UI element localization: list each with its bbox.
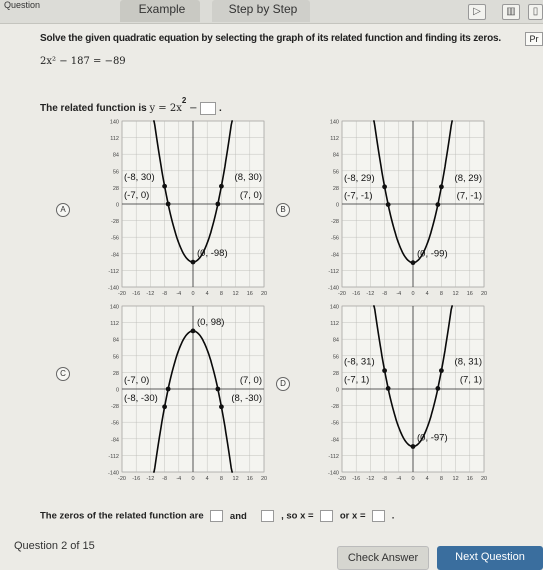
y-tick-label: 0 — [115, 387, 119, 394]
point-label: (-7, 0) — [124, 375, 150, 386]
y-tick-label: 84 — [332, 152, 339, 159]
point-label: (-7, -1) — [344, 190, 373, 202]
x-tick-label: -8 — [382, 291, 388, 297]
x-tick-label: -12 — [146, 291, 155, 297]
x-tick-label: -4 — [396, 476, 402, 482]
graph-a-svg — [98, 115, 268, 305]
data-point — [219, 404, 224, 409]
y-tick-label: -140 — [107, 285, 119, 292]
point-label: (7, 0) — [239, 375, 262, 386]
x-tick-label: 0 — [191, 476, 195, 482]
y-tick-label: 112 — [110, 136, 119, 143]
x-tick-label: -8 — [162, 476, 168, 482]
y-tick-label: -112 — [108, 268, 119, 275]
next-question-button[interactable]: Next Question — [437, 546, 543, 570]
related-function — [40, 96, 222, 115]
x-tick-label: -12 — [366, 476, 375, 482]
y-tick-label: -112 — [108, 453, 119, 460]
y-tick-label: 28 — [112, 370, 119, 377]
point-label: (8, -30) — [231, 392, 262, 404]
zeros-sentence — [40, 510, 394, 522]
option-d-radio[interactable]: D — [276, 377, 290, 391]
play-icon[interactable]: ▷ — [468, 4, 486, 20]
y-tick-label: -112 — [328, 268, 339, 275]
x-tick-label: 16 — [246, 476, 253, 482]
point-label: (0, 98) — [197, 316, 225, 328]
y-tick-label: 140 — [109, 119, 119, 126]
point-label: (7, 0) — [239, 190, 262, 201]
point-label: (0, -98) — [197, 248, 228, 260]
graph-option-b[interactable] — [318, 115, 488, 305]
x-tick-label: -16 — [352, 291, 361, 297]
x-tick-label: 12 — [232, 476, 239, 482]
x-tick-label: 0 — [411, 476, 415, 482]
y-tick-label: -84 — [331, 437, 339, 444]
side-tab[interactable]: Pr — [525, 32, 543, 46]
y-tick-label: 28 — [332, 370, 339, 377]
zeros-label: The zeros of the related function are — [40, 510, 204, 522]
graph-c-svg — [98, 300, 268, 490]
x-tick-label: 20 — [480, 291, 488, 297]
y-tick-label: -84 — [111, 437, 119, 444]
graph-option-c[interactable] — [98, 300, 268, 490]
x-tick-label: -16 — [132, 476, 141, 482]
y-tick-label: 84 — [112, 152, 119, 159]
related-exponent: 2 — [181, 96, 187, 105]
option-a-radio[interactable]: A — [56, 203, 70, 217]
y-tick-label: 84 — [112, 337, 119, 344]
data-point — [215, 387, 220, 392]
data-point — [435, 202, 440, 207]
point-label: (7, 1) — [459, 374, 482, 386]
x-tick-label: 20 — [480, 476, 488, 482]
equation: 2x² − 187 = −89 — [40, 56, 126, 67]
related-math-suffix: − — [189, 103, 198, 114]
data-point — [435, 386, 440, 391]
y-tick-label: -140 — [107, 470, 119, 477]
x-tick-label: 8 — [439, 476, 443, 482]
y-tick-label: -28 — [331, 404, 339, 411]
option-c-radio[interactable]: C — [56, 367, 70, 381]
data-point — [386, 386, 391, 391]
y-tick-label: 112 — [110, 321, 119, 328]
y-tick-label: 112 — [330, 136, 339, 143]
zeros-and: and — [229, 510, 247, 522]
document-icon[interactable]: ▯ — [528, 4, 543, 20]
y-tick-label: -28 — [331, 219, 339, 226]
y-tick-label: 0 — [335, 202, 339, 209]
y-tick-label: 112 — [330, 321, 339, 328]
zeros-end: . — [391, 510, 395, 522]
data-point — [191, 260, 196, 265]
x-tick-label: 20 — [260, 291, 268, 297]
x-tick-label: 12 — [452, 291, 459, 297]
y-tick-label: -56 — [111, 235, 119, 242]
x-tick-label: -12 — [366, 291, 375, 297]
x-tick-label: 4 — [425, 476, 429, 482]
book-icon[interactable]: ▥ — [502, 4, 520, 20]
zeros-x-eq-1: x = — [300, 510, 314, 522]
y-tick-label: -28 — [111, 404, 119, 411]
x-tick-label: -20 — [118, 291, 126, 297]
graph-option-d[interactable] — [318, 300, 488, 490]
x-tick-label: 8 — [439, 291, 443, 297]
zeros-or: or — [339, 510, 350, 522]
y-tick-label: -56 — [331, 235, 339, 242]
y-tick-label: -112 — [328, 453, 339, 460]
x-tick-label: -16 — [132, 291, 141, 297]
data-point — [162, 404, 167, 409]
y-tick-label: 56 — [332, 354, 339, 361]
tab-example[interactable]: Example — [120, 0, 200, 22]
point-label: (0, -99) — [417, 248, 448, 260]
data-point — [411, 444, 416, 449]
x-tick-label: -16 — [352, 476, 361, 482]
y-tick-label: 0 — [115, 202, 119, 209]
data-point — [166, 387, 171, 392]
zeros-so: , so — [281, 510, 298, 522]
x-tick-label: 0 — [191, 291, 195, 297]
y-tick-label: 84 — [332, 337, 339, 344]
x-tick-label: 0 — [411, 291, 415, 297]
x-tick-label: 16 — [466, 476, 473, 482]
check-answer-button[interactable]: Check Answer — [337, 546, 429, 570]
y-tick-label: -84 — [331, 252, 339, 259]
graph-d-svg — [318, 300, 488, 490]
instruction-text: Solve the given quadratic equation by selecting the graph of its related function and finding its zeros. — [40, 33, 501, 44]
graph-option-a[interactable] — [98, 115, 268, 305]
point-label: (7, -1) — [456, 190, 482, 202]
x-tick-label: 16 — [466, 291, 473, 297]
solution-input-2[interactable] — [372, 510, 385, 522]
x-tick-label: 20 — [260, 476, 268, 482]
y-tick-label: -56 — [331, 420, 339, 427]
point-label: (8, 30) — [234, 172, 262, 184]
data-point — [386, 202, 391, 207]
data-point — [219, 184, 224, 189]
x-tick-label: 8 — [219, 291, 223, 297]
y-tick-label: -140 — [327, 470, 339, 477]
x-tick-label: -20 — [118, 476, 126, 482]
data-point — [382, 184, 387, 189]
zero-input-1[interactable] — [210, 510, 223, 522]
tab-question[interactable]: Question — [4, 0, 41, 10]
x-tick-label: 12 — [452, 476, 459, 482]
data-point — [439, 184, 444, 189]
x-tick-label: -4 — [176, 476, 182, 482]
point-label: (8, 31) — [454, 356, 482, 368]
graph-b-svg — [318, 115, 488, 305]
point-label: (-8, -30) — [124, 392, 158, 404]
x-tick-label: 12 — [232, 291, 239, 297]
y-tick-label: 28 — [332, 185, 339, 192]
data-point — [215, 202, 220, 207]
data-point — [162, 184, 167, 189]
x-tick-label: -20 — [338, 476, 346, 482]
y-tick-label: 140 — [329, 119, 339, 126]
zero-input-2[interactable] — [261, 510, 274, 522]
y-tick-label: 56 — [112, 354, 119, 361]
related-label: The related function is — [40, 103, 147, 114]
y-tick-label: 28 — [112, 185, 119, 192]
point-label: (-7, 0) — [124, 190, 150, 201]
point-label: (0, -97) — [417, 432, 448, 444]
y-tick-label: -140 — [327, 285, 339, 292]
x-tick-label: 16 — [246, 291, 253, 297]
x-tick-label: -4 — [176, 291, 182, 297]
point-label: (-8, 30) — [124, 172, 155, 184]
x-tick-label: 4 — [205, 291, 209, 297]
point-label: (-8, 31) — [344, 356, 375, 368]
data-point — [411, 260, 416, 265]
x-tick-label: -12 — [146, 476, 155, 482]
data-point — [382, 368, 387, 373]
x-tick-label: 8 — [219, 476, 223, 482]
y-tick-label: 140 — [329, 304, 339, 311]
point-label: (-8, 29) — [344, 172, 375, 184]
point-label: (8, 29) — [454, 172, 482, 184]
related-math-prefix: y = 2x — [149, 103, 182, 114]
tab-step-by-step[interactable]: Step by Step — [212, 0, 310, 22]
option-b-radio[interactable]: B — [276, 203, 290, 217]
point-label: (-7, 1) — [344, 374, 370, 386]
y-tick-label: 140 — [109, 304, 119, 311]
solution-input-1[interactable] — [320, 510, 333, 522]
x-tick-label: -20 — [338, 291, 346, 297]
data-point — [191, 329, 196, 334]
y-tick-label: -28 — [111, 219, 119, 226]
data-point — [166, 202, 171, 207]
y-tick-label: 56 — [332, 169, 339, 176]
x-tick-label: 4 — [425, 291, 429, 297]
y-tick-label: -84 — [111, 252, 119, 259]
y-tick-label: 56 — [112, 169, 119, 176]
x-tick-label: 4 — [205, 476, 209, 482]
x-tick-label: -8 — [382, 476, 388, 482]
question-counter: Question 2 of 15 — [14, 540, 95, 552]
zeros-x-eq-2: x = — [352, 510, 366, 522]
related-end: . — [219, 103, 222, 114]
x-tick-label: -8 — [162, 291, 168, 297]
top-toolbar — [0, 0, 543, 24]
constant-input[interactable] — [200, 102, 216, 115]
y-tick-label: 0 — [335, 387, 339, 394]
data-point — [439, 368, 444, 373]
x-tick-label: -4 — [396, 291, 402, 297]
y-tick-label: -56 — [111, 420, 119, 427]
